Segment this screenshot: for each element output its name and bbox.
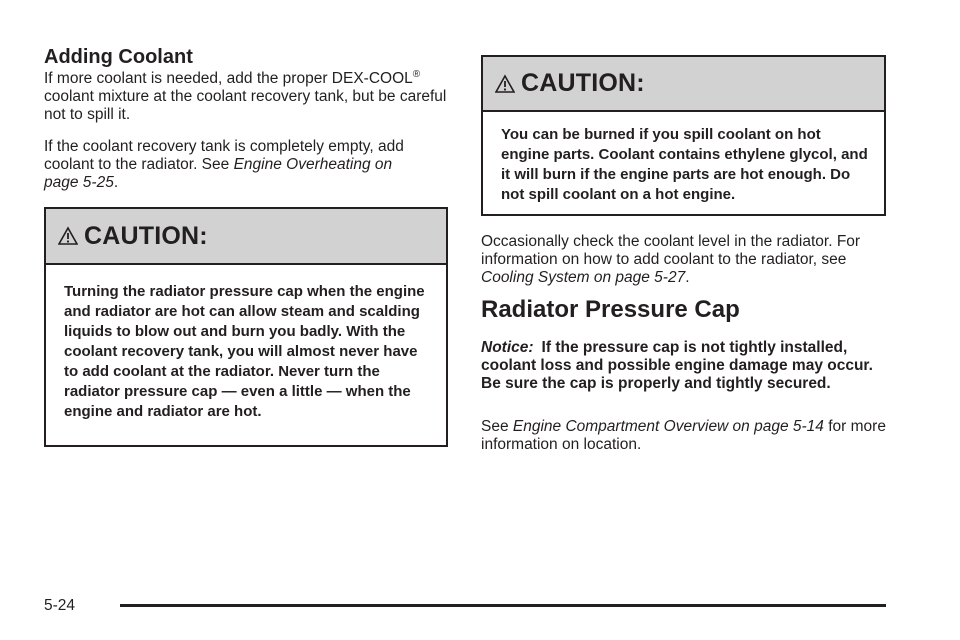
caution-header (483, 57, 884, 112)
paragraph-see-location (481, 418, 886, 454)
paragraph-text: . (113, 174, 119, 191)
caution-title: CAUTION: (84, 221, 208, 250)
registered-mark: ® (412, 69, 421, 80)
caution-title: CAUTION: (521, 69, 645, 97)
caution-text: You can be burned if you spill coolant on hot engine parts. Coolant contains ethylene glycol, and it will burn if the engine parts are hot enough. Do not spill coolant on a hot engine. (501, 126, 868, 203)
caution-box-radiator-cap (44, 207, 448, 447)
cross-reference-link[interactable]: Engine Compartment Overview on page 5-14 (512, 418, 824, 435)
paragraph-empty-tank (44, 138, 414, 192)
warning-triangle-icon (495, 74, 515, 94)
paragraph-check-coolant (481, 233, 886, 287)
paragraph-text: If the coolant recovery tank is completely empty, add coolant to the radiator. See (44, 138, 404, 173)
paragraph-text: for more information on location. (481, 418, 886, 453)
paragraph-text: Occasionally check the coolant level in the radiator. For information on how to add coolant to the radiator, see (481, 233, 861, 268)
paragraph-text: If more coolant is needed, add the proper DEX-COOL (44, 70, 413, 87)
cross-reference-link[interactable]: Cooling System on page 5-27 (481, 269, 686, 286)
caution-box-hot-engine (481, 55, 886, 216)
section-heading-radiator-pressure-cap: Radiator Pressure Cap (481, 296, 740, 323)
paragraph-add-coolant (44, 70, 448, 124)
paragraph-text: See (481, 418, 513, 435)
notice-text: If the pressure cap is not tightly installed, coolant loss and possible engine damage may occur. Be sure the cap is properly and tightly secured. (481, 339, 873, 392)
paragraph-text: coolant mixture at the coolant recovery tank, but be careful not to spill it. (44, 88, 447, 123)
caution-text: Turning the radiator pressure cap when the engine and radiator are hot can allow steam and scalding liquids to blow out and burn you badly. With the coolant recovery tank, you will almost never have to add coolant at the radiator. Never turn the radiator pressure cap — even a little — when the engine and radiator are hot. (64, 283, 425, 420)
paragraph-text: . (685, 269, 690, 286)
footer-rule (120, 604, 886, 607)
cross-reference-link[interactable]: Engine Overheating on page 5-25 (44, 156, 393, 191)
warning-triangle-icon (58, 226, 78, 246)
notice-paragraph (481, 339, 881, 393)
section-heading-adding-coolant: Adding Coolant (44, 46, 193, 68)
page-number: 5-24 (44, 597, 76, 614)
notice-label: Notice: (481, 339, 534, 356)
caution-header (46, 209, 446, 265)
